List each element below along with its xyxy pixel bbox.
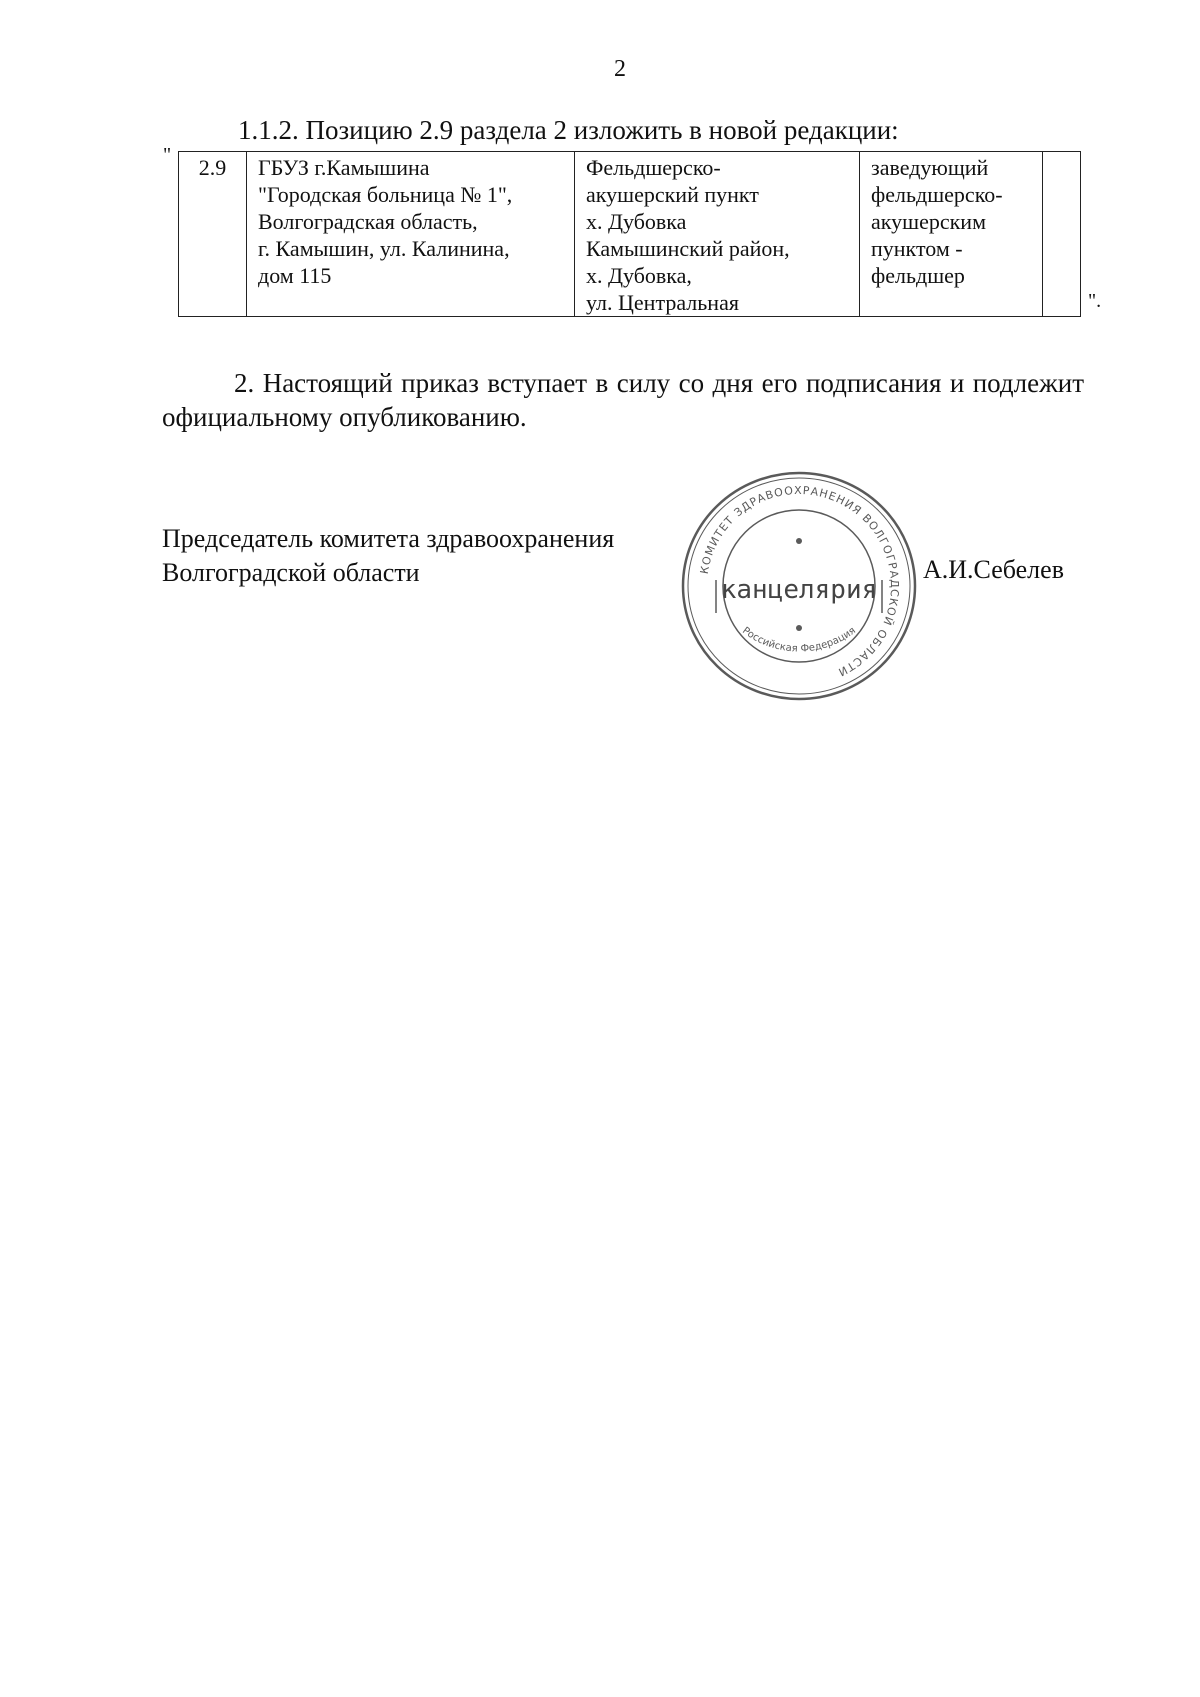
job-position-cell bbox=[860, 152, 1043, 317]
position-table bbox=[178, 151, 1081, 317]
job-position-line: фельдшерско- bbox=[871, 182, 1003, 207]
institution-line: Волгоградская область, bbox=[258, 209, 478, 234]
office-stamp bbox=[678, 468, 920, 704]
signer-title-line: Волгоградской области bbox=[162, 558, 420, 587]
unit-line: Камышинский район, bbox=[586, 236, 790, 261]
institution-line: "Городская больница № 1", bbox=[258, 182, 513, 207]
stamp-ring-textpath: КОМИТЕТ ЗДРАВООХРАНЕНИЯ ВОЛГОГРАДСКОЙ ОБЛАСТИ bbox=[697, 483, 902, 679]
unit-cell bbox=[575, 152, 860, 317]
institution-line: ГБУЗ г.Камышина bbox=[258, 155, 430, 180]
job-position-line: акушерским bbox=[871, 209, 986, 234]
closing-quote: ". bbox=[1088, 290, 1102, 312]
table-row bbox=[179, 152, 1081, 317]
job-position-line: заведующий bbox=[871, 155, 989, 180]
unit-line: х. Дубовка, bbox=[586, 263, 692, 288]
job-position-line: фельдшер bbox=[871, 263, 965, 288]
opening-quote: " bbox=[163, 144, 172, 166]
signer-title-line: Председатель комитета здравоохранения bbox=[162, 524, 615, 553]
unit-line: х. Дубовка bbox=[586, 209, 687, 234]
stamp-bottom-textpath: Российская Федерация bbox=[740, 625, 858, 655]
signer-title bbox=[162, 522, 614, 590]
stamp-center-text: канцелярия bbox=[720, 575, 878, 605]
unit-line: ул. Центральная bbox=[586, 290, 739, 315]
unit-line: акушерский пункт bbox=[586, 182, 759, 207]
unit-line: Фельдшерско- bbox=[586, 155, 721, 180]
institution-cell bbox=[247, 152, 575, 317]
signer-name: А.И.Себелев bbox=[923, 555, 1064, 584]
page-number: 2 bbox=[614, 56, 626, 82]
job-position-line: пунктом - bbox=[871, 236, 963, 261]
amendment-intro: 1.1.2. Позицию 2.9 раздела 2 изложить в новой редакции: bbox=[238, 115, 899, 145]
effective-date-paragraph: 2. Настоящий приказ вступает в силу со дня его подписания и подлежит официальному опубликованию. bbox=[162, 368, 1084, 432]
empty-cell bbox=[1043, 152, 1081, 317]
position-number-cell: 2.9 bbox=[179, 152, 247, 317]
institution-line: г. Камышин, ул. Калинина, bbox=[258, 236, 510, 261]
institution-line: дом 115 bbox=[258, 263, 332, 288]
